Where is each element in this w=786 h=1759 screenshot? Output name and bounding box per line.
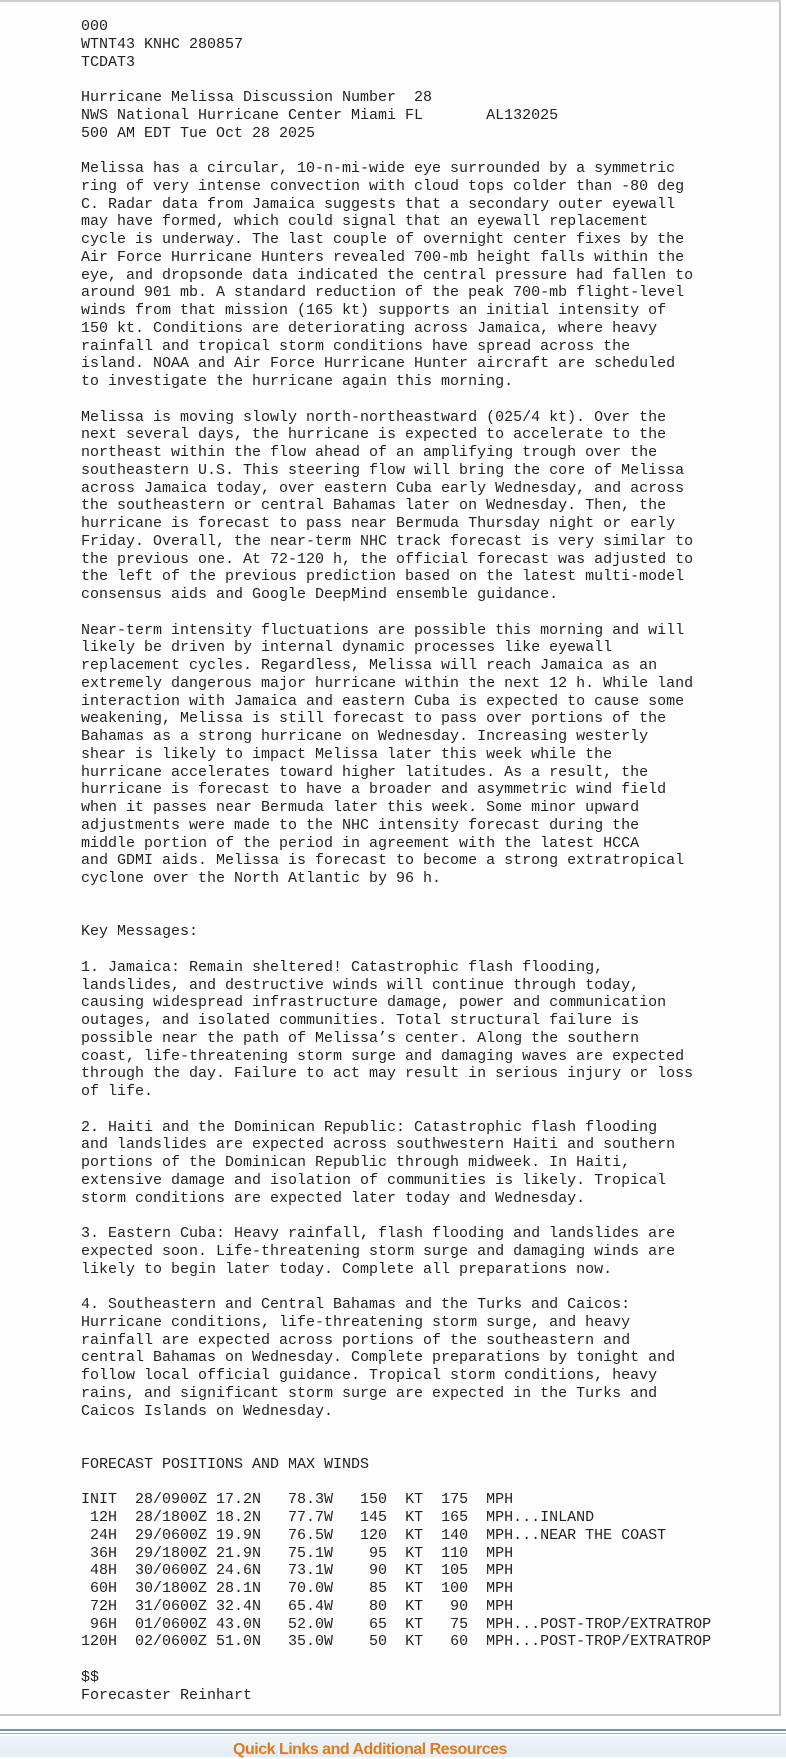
forecast-time: 02/0600Z bbox=[135, 1633, 208, 1651]
blank-line bbox=[81, 1420, 711, 1438]
forecaster-name: Forecaster Reinhart bbox=[81, 1686, 253, 1704]
discussion-line: across Jamaica today, over eastern Cuba early Wednesday, and across bbox=[81, 479, 685, 497]
blank-line bbox=[81, 1474, 711, 1492]
divider bbox=[0, 1729, 786, 1731]
discussion-line: the southeastern or central Bahamas later on Wednesday. Then, the bbox=[81, 497, 667, 515]
forecast-mph: 140 bbox=[441, 1526, 469, 1544]
forecast-kt-unit: KT bbox=[405, 1562, 424, 1580]
forecast-time: 29/0600Z bbox=[135, 1526, 208, 1544]
blank-line bbox=[81, 1278, 711, 1296]
forecast-kt: 95 bbox=[369, 1544, 388, 1562]
discussion-line: Bahamas as a strong hurricane on Wednesday. Increasing westerly bbox=[81, 728, 649, 745]
forecast-hour: 36H bbox=[89, 1544, 117, 1562]
discussion-line: hurricane is forecast to pass near Bermuda Thursday night or early bbox=[81, 515, 676, 532]
forecast-kt-unit: KT bbox=[405, 1597, 424, 1615]
forecast-kt: 150 bbox=[360, 1491, 388, 1509]
forecast-lat: 28.1N bbox=[216, 1580, 262, 1597]
discussion-line: winds from that mission (165 kt) supports an initial intensity of bbox=[81, 302, 667, 319]
forecast-hour: INIT bbox=[81, 1491, 118, 1509]
forecast-title: FORECAST POSITIONS AND MAX WINDS bbox=[81, 1455, 370, 1473]
forecast-kt: 65 bbox=[369, 1615, 388, 1633]
forecast-lat: 17.2N bbox=[216, 1491, 262, 1509]
forecast-kt-unit: KT bbox=[405, 1509, 424, 1526]
header-line: TCDAT3 bbox=[81, 53, 136, 71]
forecast-kt: 145 bbox=[360, 1509, 388, 1526]
forecast-note: ...NEAR THE COAST bbox=[513, 1526, 667, 1544]
end-marker: $$ bbox=[81, 1668, 100, 1686]
key-message-line: causing widespread infrastructure damage, power and communication bbox=[81, 994, 667, 1012]
forecast-lon: 65.4W bbox=[288, 1597, 334, 1615]
discussion-line: the left of the previous prediction based on the latest multi-model bbox=[81, 568, 685, 586]
blank-line bbox=[81, 941, 711, 959]
discussion-line: cycle is underway. The last couple of overnight center fixes by the bbox=[81, 231, 685, 248]
forecast-row bbox=[81, 1580, 711, 1598]
forecast-mph-unit: MPH bbox=[486, 1580, 514, 1597]
forecast-lon: 35.0W bbox=[288, 1633, 334, 1651]
key-message-line: portions of the Dominican Republic through midweek. In Haiti, bbox=[81, 1154, 631, 1171]
forecast-lat: 51.0N bbox=[216, 1633, 262, 1651]
blank-line bbox=[81, 888, 711, 906]
key-message-line: rains, and significant storm surge are expected in the Turks and bbox=[81, 1384, 658, 1402]
key-message-line: 3. Eastern Cuba: Heavy rainfall, flash flooding and landslides are bbox=[81, 1225, 676, 1242]
discussion-line: may have formed, which could signal that an eyewall replacement bbox=[81, 213, 649, 231]
blank-line bbox=[81, 1438, 711, 1456]
discussion-line: northeast within the flow ahead of an amplifying trough over the bbox=[81, 444, 658, 461]
forecast-mph-unit: MPH bbox=[486, 1526, 514, 1544]
forecast-lon: 77.7W bbox=[288, 1509, 334, 1526]
forecast-mph-unit: MPH bbox=[486, 1544, 514, 1562]
header-line: WTNT43 KNHC 280857 bbox=[81, 35, 244, 53]
blank-line bbox=[81, 604, 711, 622]
forecast-lon: 73.1W bbox=[288, 1562, 334, 1580]
forecast-hour: 48H bbox=[89, 1562, 117, 1580]
key-message-line: central Bahamas on Wednesday. Complete preparations by tonight and bbox=[81, 1349, 676, 1367]
forecast-mph: 110 bbox=[441, 1544, 469, 1562]
forecast-mph-unit: MPH bbox=[486, 1597, 514, 1615]
forecast-lat: 24.6N bbox=[216, 1562, 262, 1580]
blank-line bbox=[81, 1651, 711, 1669]
forecast-row bbox=[81, 1616, 711, 1634]
discussion-line: interaction with Jamaica and eastern Cuba is expected to cause some bbox=[81, 692, 685, 710]
forecast-time: 28/1800Z bbox=[135, 1509, 208, 1526]
forecast-kt-unit: KT bbox=[405, 1580, 424, 1597]
key-message-line: through the day. Failure to act may result in serious injury or loss bbox=[81, 1065, 694, 1083]
forecast-kt: 85 bbox=[369, 1580, 388, 1597]
forecast-mph: 90 bbox=[450, 1597, 469, 1615]
forecast-mph-unit: MPH bbox=[486, 1509, 514, 1526]
forecast-kt: 90 bbox=[369, 1562, 388, 1580]
forecast-lat: 43.0N bbox=[216, 1615, 262, 1633]
forecast-time: 31/0600Z bbox=[135, 1597, 208, 1615]
blank-line bbox=[81, 1207, 711, 1225]
forecast-hour: 72H bbox=[89, 1597, 117, 1615]
forecast-kt: 50 bbox=[369, 1633, 388, 1651]
discussion-line: 150 kt. Conditions are deteriorating across Jamaica, where heavy bbox=[81, 319, 658, 337]
forecast-lon: 78.3W bbox=[288, 1491, 334, 1509]
forecast-lat: 19.9N bbox=[216, 1526, 262, 1544]
discussion-line: likely be driven by internal dynamic processes like eyewall bbox=[81, 639, 613, 657]
discussion-line: shear is likely to impact Melissa later this week while the bbox=[81, 745, 613, 763]
forecast-time: 30/1800Z bbox=[135, 1580, 208, 1597]
discussion-line: ring of very intense convection with cloud tops colder than -80 deg bbox=[81, 177, 685, 195]
discussion-line: extremely dangerous major hurricane within the next 12 h. While land bbox=[81, 674, 694, 692]
forecast-row bbox=[81, 1633, 711, 1651]
forecast-kt: 80 bbox=[369, 1597, 388, 1615]
key-message-line: 2. Haiti and the Dominican Republic: Catastrophic flash flooding bbox=[81, 1118, 658, 1136]
forecast-mph-unit: MPH bbox=[486, 1562, 514, 1580]
discussion-line: Near-term intensity fluctuations are possible this morning and will bbox=[81, 621, 685, 639]
forecast-mph: 175 bbox=[441, 1491, 469, 1509]
forecast-hour: 96H bbox=[89, 1615, 117, 1633]
forecast-lat: 32.4N bbox=[216, 1597, 262, 1615]
discussion-line: cyclone over the North Atlantic by 96 h. bbox=[81, 870, 442, 887]
forecast-kt: 120 bbox=[360, 1526, 388, 1544]
forecast-mph: 100 bbox=[441, 1580, 469, 1597]
discussion-line: Friday. Overall, the near-term NHC track forecast is very similar to bbox=[81, 532, 694, 550]
forecast-note: ...INLAND bbox=[513, 1509, 595, 1526]
forecast-kt-unit: KT bbox=[405, 1526, 424, 1544]
header-line: 000 bbox=[81, 18, 109, 35]
forecast-lon: 76.5W bbox=[288, 1526, 334, 1544]
forecast-mph: 165 bbox=[441, 1509, 469, 1526]
forecast-mph: 75 bbox=[450, 1615, 469, 1633]
blank-line bbox=[81, 71, 711, 89]
forecast-hour: 120H bbox=[81, 1633, 118, 1651]
forecast-lat: 21.9N bbox=[216, 1544, 262, 1562]
forecast-hour: 12H bbox=[89, 1509, 117, 1526]
key-message-line: 1. Jamaica: Remain sheltered! Catastrophic flash flooding, bbox=[81, 958, 604, 976]
key-message-line: landslides, and destructive winds will continue through today, bbox=[81, 976, 640, 994]
key-message-line: likely to begin later today. Complete all preparations now. bbox=[81, 1260, 613, 1278]
discussion-line: C. Radar data from Jamaica suggests that a secondary outer eyewall bbox=[81, 195, 676, 213]
forecast-mph-unit: MPH bbox=[486, 1633, 514, 1651]
forecast-kt-unit: KT bbox=[405, 1544, 424, 1562]
discussion-line: weakening, Melissa is still forecast to pass over portions of the bbox=[81, 710, 667, 728]
key-message-line: coast, life-threatening storm surge and damaging waves are expected bbox=[81, 1047, 685, 1065]
key-message-line: 4. Southeastern and Central Bahamas and the Turks and Caicos: bbox=[81, 1296, 631, 1313]
key-message-line: possible near the path of Melissa’s center. Along the southern bbox=[81, 1029, 640, 1047]
forecast-time: 29/1800Z bbox=[135, 1544, 208, 1562]
key-messages-title: Key Messages: bbox=[81, 923, 199, 941]
forecast-hour: 24H bbox=[89, 1526, 117, 1544]
discussion-line: eye, and dropsonde data indicated the central pressure had fallen to bbox=[81, 266, 694, 284]
discussion-line: hurricane is forecast to have a broader and asymmetric wind field bbox=[81, 781, 667, 799]
discussion-line: rainfall and tropical storm conditions have spread across the bbox=[81, 337, 631, 355]
forecast-row bbox=[81, 1545, 711, 1563]
key-message-line: Caicos Islands on Wednesday. bbox=[81, 1402, 334, 1420]
key-message-line: storm conditions are expected later today and Wednesday. bbox=[81, 1189, 586, 1207]
forecast-time: 30/0600Z bbox=[135, 1562, 208, 1580]
forecast-lon: 75.1W bbox=[288, 1544, 334, 1562]
quick-links-title[interactable]: Quick Links and Additional Resources bbox=[233, 1741, 507, 1758]
forecast-kt-unit: KT bbox=[405, 1633, 424, 1651]
forecast-kt-unit: KT bbox=[405, 1615, 424, 1633]
forecast-kt-unit: KT bbox=[405, 1491, 424, 1509]
forecast-time: 01/0600Z bbox=[135, 1615, 208, 1633]
forecast-lon: 70.0W bbox=[288, 1580, 334, 1597]
discussion-line: Melissa is moving slowly north-northeastward (025/4 kt). Over the bbox=[81, 408, 667, 426]
discussion-line: the previous one. At 72-120 h, the official forecast was adjusted to bbox=[81, 550, 694, 568]
forecast-note: ...POST-TROP/EXTRATROP bbox=[513, 1633, 712, 1651]
forecast-time: 28/0900Z bbox=[135, 1491, 208, 1509]
forecast-mph-unit: MPH bbox=[486, 1491, 514, 1509]
key-message-line: expected soon. Life-threatening storm surge and damaging winds are bbox=[81, 1242, 676, 1260]
forecast-mph: 60 bbox=[450, 1633, 469, 1651]
discussion-text bbox=[81, 18, 711, 1704]
discussion-line: Air Force Hurricane Hunters revealed 700-mb height falls within the bbox=[81, 248, 685, 266]
key-message-line: outages, and isolated communities. Total structural failure is bbox=[81, 1012, 640, 1029]
discussion-line: adjustments were made to the NHC intensity forecast during the bbox=[81, 816, 640, 834]
discussion-line: and GDMI aids. Melissa is forecast to become a strong extratropical bbox=[81, 852, 685, 870]
discussion-line: next several days, the hurricane is expected to accelerate to the bbox=[81, 426, 667, 444]
forecast-row bbox=[81, 1491, 711, 1509]
forecast-row bbox=[81, 1509, 711, 1527]
blank-line bbox=[81, 391, 711, 409]
blank-line bbox=[81, 142, 711, 160]
forecast-row bbox=[81, 1562, 711, 1580]
discussion-line: island. NOAA and Air Force Hurricane Hunter aircraft are scheduled bbox=[81, 355, 676, 373]
discussion-line: around 901 mb. A standard reduction of the peak 700-mb flight-level bbox=[81, 284, 685, 302]
forecast-mph: 105 bbox=[441, 1562, 469, 1580]
divider bbox=[0, 1733, 786, 1734]
header-line: Hurricane Melissa Discussion Number 28 bbox=[81, 89, 433, 106]
blank-line bbox=[81, 906, 711, 924]
key-message-line: Hurricane conditions, life-threatening storm surge, and heavy bbox=[81, 1313, 631, 1331]
key-message-line: and landslides are expected across southwestern Haiti and southern bbox=[81, 1136, 676, 1154]
forecast-note: ...POST-TROP/EXTRATROP bbox=[513, 1615, 712, 1633]
forecast-mph-unit: MPH bbox=[486, 1615, 514, 1633]
key-message-line: follow local official guidance. Tropical storm conditions, heavy bbox=[81, 1367, 658, 1384]
discussion-line: to investigate the hurricane again this morning. bbox=[81, 373, 514, 390]
key-message-line: of life. bbox=[81, 1083, 154, 1100]
blank-line bbox=[81, 1101, 711, 1119]
header-line: 500 AM EDT Tue Oct 28 2025 bbox=[81, 124, 316, 142]
discussion-line: hurricane accelerates toward higher latitudes. As a result, the bbox=[81, 763, 649, 781]
forecast-hour: 60H bbox=[89, 1580, 117, 1597]
forecast-lat: 18.2N bbox=[216, 1509, 262, 1526]
key-message-line: extensive damage and isolation of communities is likely. Tropical bbox=[81, 1171, 667, 1189]
forecast-row bbox=[81, 1527, 711, 1545]
discussion-line: middle portion of the period in agreement with the latest HCCA bbox=[81, 834, 640, 852]
discussion-line: southeastern U.S. This steering flow will bring the core of Melissa bbox=[81, 461, 685, 479]
forecast-row bbox=[81, 1598, 711, 1616]
key-message-line: rainfall are expected across portions of the southeastern and bbox=[81, 1331, 631, 1349]
forecast-lon: 52.0W bbox=[288, 1615, 334, 1633]
discussion-line: Melissa has a circular, 10-n-mi-wide eye surrounded by a symmetric bbox=[81, 160, 676, 177]
header-line: NWS National Hurricane Center Miami FL AL132025 bbox=[81, 106, 559, 124]
discussion-line: when it passes near Bermuda later this week. Some minor upward bbox=[81, 799, 640, 816]
discussion-line: consensus aids and Google DeepMind ensemble guidance. bbox=[81, 586, 559, 603]
quick-links-heading[interactable] bbox=[0, 1741, 786, 1759]
discussion-line: replacement cycles. Regardless, Melissa will reach Jamaica as an bbox=[81, 657, 658, 674]
